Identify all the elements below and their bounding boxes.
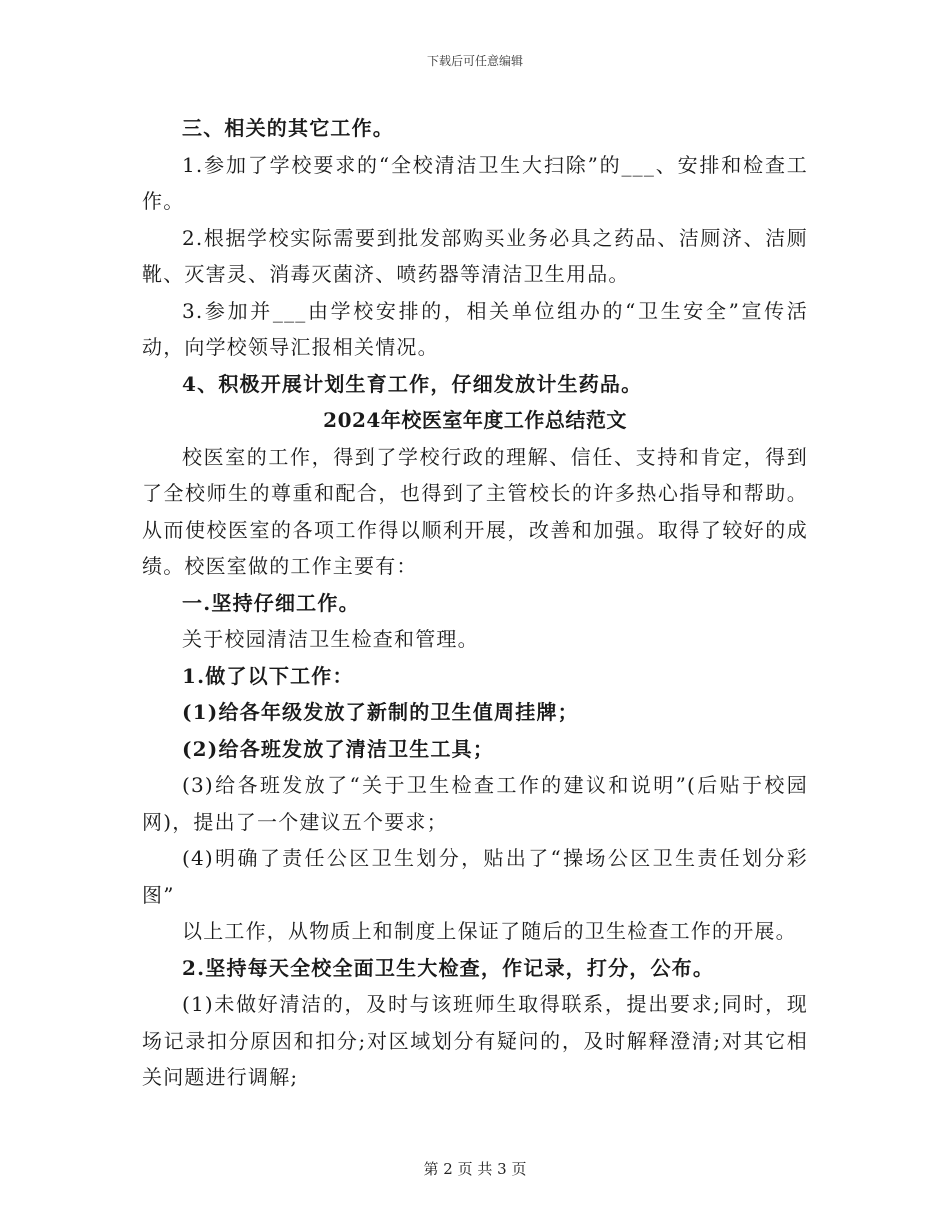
subsection-heading: 关于校园清洁卫生检查和管理。 (182, 627, 479, 651)
section-heading-other-work: 三、相关的其它工作。 (182, 116, 394, 140)
paragraph-item-1: 1.参加了学校要求的“全校清洁卫生大扫除”的___、安排和检查工作。 (142, 152, 808, 213)
list-item-1: (1)给各年级发放了新制的卫生值周挂牌； (182, 700, 579, 724)
section-heading-one: 一.坚持仔细工作。 (182, 590, 360, 615)
list-item-3: (3)给各班发放了“关于卫生检查工作的建议和说明”(后贴于校园网)，提出了一个建议五个要求； (142, 773, 808, 834)
summary-paragraph: 以上工作，从物质上和制度上保证了随后的卫生检查工作的开展。 (182, 919, 797, 943)
list-item-2: (2)给各班发放了清洁卫生工具； (182, 736, 495, 761)
list-item-4: (4)明确了责任公区卫生划分，贴出了“操场公区卫生责任划分彩图” (142, 846, 808, 907)
list-heading-2: 2.坚持每天全校全面卫生大检查，作记录，打分，公布。 (182, 955, 715, 980)
page-header: 下载后可任意编辑 (426, 54, 523, 68)
list-item-check-1: (1)未做好清洁的，及时与该班师生取得联系，提出要求;同时，现场记录扣分原因和扣分;对区域划分有疑问的，及时解释澄清;对其它相关问题进行调解; (142, 992, 808, 1089)
document-title: 2024年校医室年度工作总结范文 (323, 408, 627, 432)
paragraph-item-4: 4、积极开展计划生育工作，仔细发放计生药品。 (182, 371, 643, 396)
paragraph-item-2: 2.根据学校实际需要到批发部购买业务必具之药品、洁厕济、洁厕靴、灭害灵、消毒灭菌济、喷药器等清洁卫生用品。 (142, 225, 808, 286)
paragraph-item-3: 3.参加并___由学校安排的，相关单位组办的“卫生安全”宣传活动，向学校领导汇报相关情况。 (142, 298, 808, 359)
intro-paragraph: 校医室的工作，得到了学校行政的理解、信任、支持和肯定，得到了全校师生的尊重和配合，也得到了主管校长的许多热心指导和帮助。从而使校医室的各项工作得以顺利开展，改善和加强。取得了较好的成绩。校医室做的工作主要有： (142, 444, 808, 578)
page-footer: 第 2 页 共 3 页 (423, 1160, 527, 1178)
list-heading-1: 1.做了以下工作： (182, 663, 354, 688)
document-body (142, 110, 808, 1096)
